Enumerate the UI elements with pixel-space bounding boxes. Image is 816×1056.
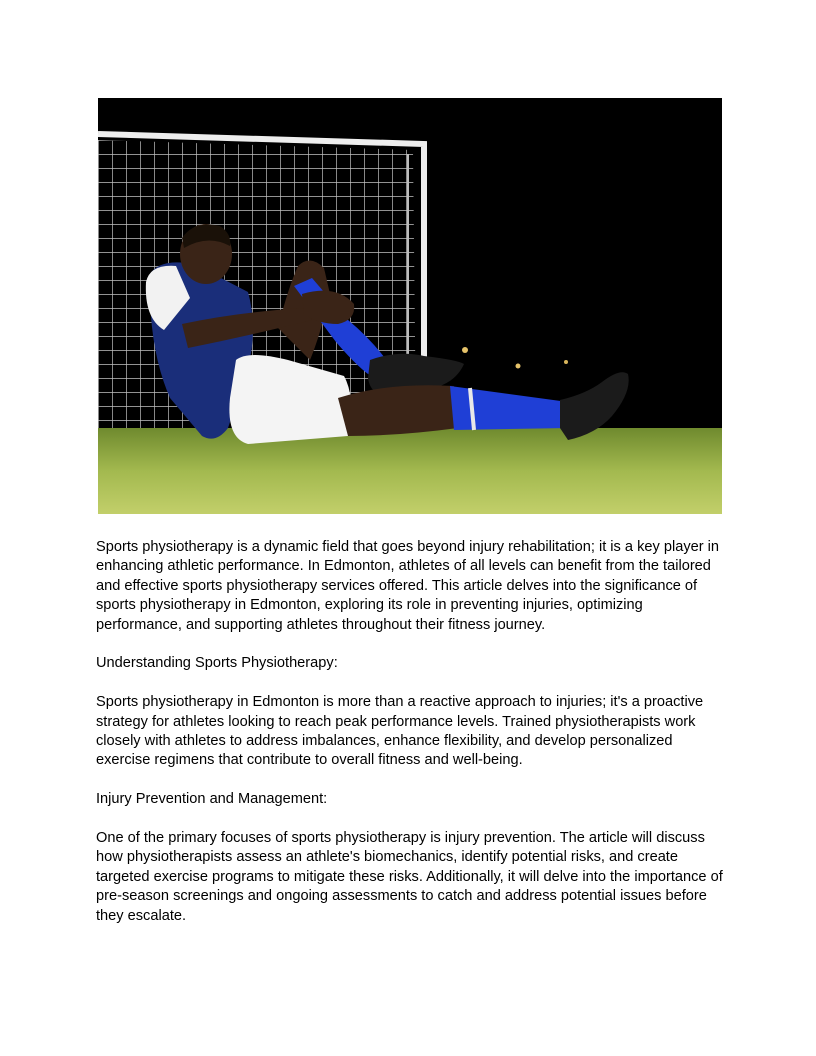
stadium-light (516, 364, 521, 369)
body-paragraph: Sports physiotherapy in Edmonton is more than a reactive approach to injuries; it's a proactive strategy for athletes looking to reach peak performance levels. Trained physiotherapists work closely with athletes to address imbalances, enhance flexibility, and develop personalized exercise regimens that contribute to overall fitness and well-being. (96, 694, 704, 769)
grass-field (98, 428, 722, 514)
intro-paragraph: Sports physiotherapy is a dynamic field that goes beyond injury rehabilitation; it is a key player in enhancing athletic performance. In Edmonton, athletes of all levels can benefit from the tailored and effective sports physiotherapy services offered. This article delves into the significance of sports physiotherapy in Edmonton, exploring its role in preventing injuries, optimizing performance, and supporting athletes throughout their fitness journey. (96, 539, 719, 633)
body-paragraph: One of the primary focuses of sports physiotherapy is injury prevention. The article will discuss how physiotherapists assess an athlete's biomechanics, identify potential risks, and create targeted exercise programs to mitigate these risks. Additionally, it will delve into the importance of pre-season screenings and ongoing assessments to catch and address potential issues before they escalate. (96, 830, 723, 924)
stadium-light (462, 347, 468, 353)
injured-soccer-player-photo (98, 98, 722, 514)
article-body (96, 538, 726, 945)
photo-illustration (98, 98, 722, 514)
stadium-light (564, 360, 568, 364)
section-heading: Injury Prevention and Management: (96, 791, 328, 808)
section-heading: Understanding Sports Physiotherapy: (96, 655, 338, 672)
